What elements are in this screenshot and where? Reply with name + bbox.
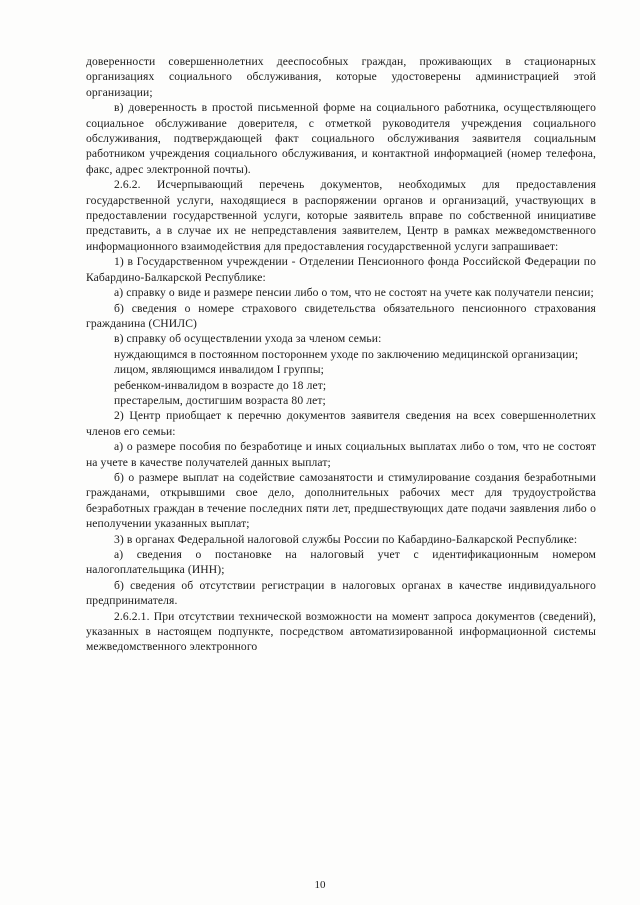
paragraph: б) сведения об отсутствии регистрации в налоговых органах в качестве индивидуального предпринимателя. (86, 578, 596, 608)
paragraph: в) справку об осуществлении ухода за членом семьи: (114, 332, 382, 346)
document-body (86, 54, 596, 655)
paragraph: нуждающимся в постоянном постороннем уходе по заключению медицинской организации; (114, 347, 579, 361)
paragraph: б) о размере выплат на содействие самозанятости и стимулирование создания безработными гражданами, открывшими свое дело, дополнительных рабочих мест для трудоустройства безработных граждан в течение последних пяти лет, предшествующих дате подачи заявления либо о неполучении указанных выплат; (86, 470, 596, 531)
paragraph: а) справку о виде и размере пенсии либо о том, что не состоят на учете как получатели пенсии; (114, 286, 594, 300)
paragraph: доверенности совершеннолетних дееспособных граждан, проживающих в стационарных организациях социального обслуживания, которые удостоверены администрацией этой организации; (86, 55, 596, 99)
paragraph: в) доверенность в простой письменной форме на социального работника, осуществляющего социальное обслуживание доверителя, с отметкой руководителя учреждения социального обслуживания, подтверждающей факт социального обслуживания заявителя социальным работником учреждения социального обслуживания, и контактной информацией (номер телефона, факс, адрес электронной почты). (86, 101, 596, 176)
paragraph: 2) Центр приобщает к перечню документов заявителя сведения на всех совершеннолетних членов его семьи: (86, 409, 596, 438)
paragraph: престарелым, достигшим возраста 80 лет; (114, 393, 326, 407)
paragraph: а) о размере пособия по безработице и иных социальных выплатах либо о том, что не состоят на учете в качестве получателей данных выплат; (86, 440, 596, 469)
paragraph: 2.6.2.1. При отсутствии технической возможности на момент запроса документов (сведений), указанных в настоящем подпункте, посредством автоматизированной информационной системы межведомственного электронного (86, 609, 596, 654)
paragraph: б) сведения о номере страхового свидетельства обязательного пенсионного страхования гражданина (СНИЛС) (86, 301, 596, 330)
paragraph: 1) в Государственном учреждении - Отделении Пенсионного фонда Российской Федерации по Кабардино-Балкарской Республике: (86, 255, 596, 284)
paragraph: лицом, являющимся инвалидом I группы; (114, 363, 324, 377)
paragraph: ребенком-инвалидом в возрасте до 18 лет; (114, 378, 327, 392)
paragraph: 2.6.2. Исчерпывающий перечень документов, необходимых для предоставления государственной услуги, находящиеся в распоряжении органов и организаций, участвующих в предоставлении государственной услуги, которые заявитель вправе по собственной инициативе представить, а в случае их не непредставления заявителем, Центр в рамках межведомственного информационного взаимодействия для предоставления государственной услуги запрашивает: (86, 178, 596, 253)
page-number: 10 (314, 879, 326, 891)
paragraph: а) сведения о постановке на налоговый учет с идентификационным номером налогоплательщика (ИНН); (86, 548, 596, 577)
paragraph: 3) в органах Федеральной налоговой службы России по Кабардино-Балкарской Республике: (114, 532, 578, 546)
